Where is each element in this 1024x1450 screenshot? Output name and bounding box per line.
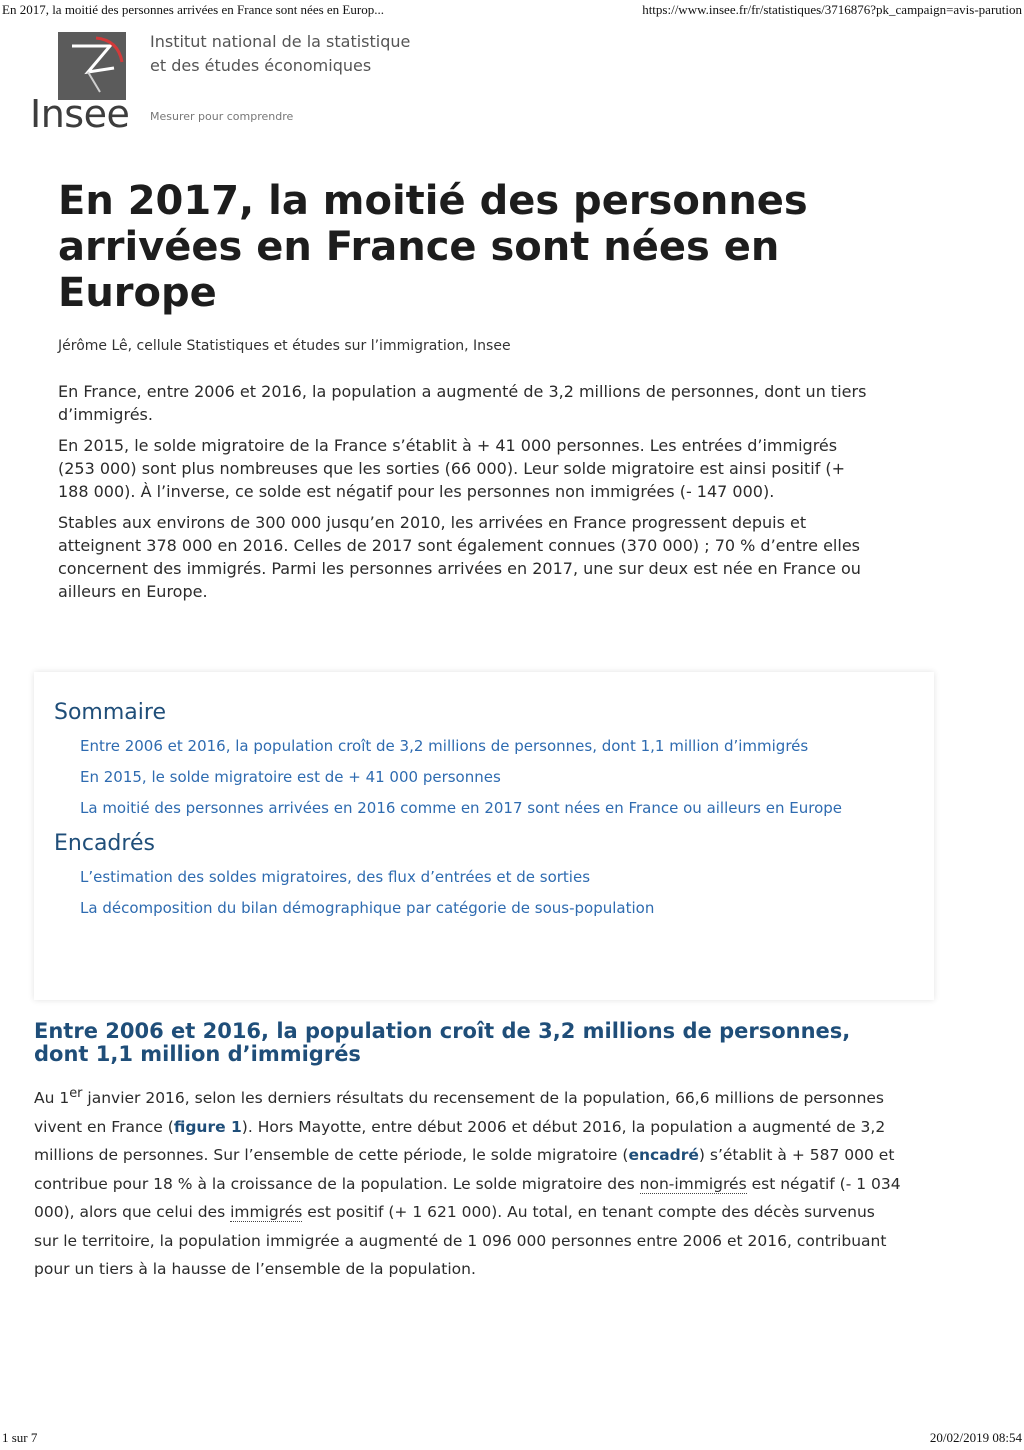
section-title: Entre 2006 et 2016, la population croît de 3,2 millions de personnes, dont 1,1 million d’immigrés [34,1019,851,1066]
summary-box [34,672,934,1000]
print-doc-title: En 2017, la moitié des personnes arrivées en France sont nées en Europ... [2,2,384,17]
insee-logo[interactable] [30,30,450,136]
text-run: janvier 2016, selon les derniers résultats du recensement de la population, 66,6 millions de personnes vivent en France ( [34,1089,885,1136]
summary-link[interactable]: La moitié des personnes arrivées en 2016 comme en 2017 sont nées en France ou ailleurs en Europe [80,799,842,817]
encadre-link[interactable]: encadré [628,1146,699,1165]
box-link[interactable]: La décomposition du bilan démographique par catégorie de sous-population [80,899,655,917]
boxes-list [80,868,914,917]
print-datetime: 20/02/2019 08:54 [929,1430,1022,1445]
superscript: er [69,1086,83,1101]
text-run: est positif (+ 1 621 000). Au total, en tenant compte des décès survenus sur le territoire, la population immigrée a augmenté de 1 096 000 personnes entre 2006 et 2016, contribuant pour un tiers à la hausse de l’ensemble de la population. [34,1203,887,1279]
institute-name [150,30,410,78]
institute-line-1: Institut national de la statistique [150,32,411,51]
intro-paragraph: En 2015, le solde migratoire de la France s’établit à + 41 000 personnes. Les entrées d’immigrés (253 000) sont plus nombreuses que les sorties (66 000). Leur solde migratoire est ainsi positif (+ 188 000). À l’inverse, ce solde est négatif pour les personnes non immigrées (- 147 000). [58,436,846,501]
text-run: Au 1 [34,1089,70,1108]
boxes-heading: Encadrés [54,831,155,856]
intro-paragraph: Stables aux environs de 300 000 jusqu’en 2010, les arrivées en France progressent depuis et atteignent 378 000 en 2016. Celles de 2017 sont également connues (370 000) ; 70 % d’entre elles concernent des immigrés. Parmi les personnes arrivées en 2017, une sur deux est née en France ou ailleurs en Europe. [58,513,861,601]
print-url[interactable]: https://www.insee.fr/fr/statistiques/3716876?pk_campaign=avis-parution [642,2,1022,17]
text-run: est négatif (- 1 034 000), alors que celui des [34,1174,901,1222]
print-footer [0,1426,1024,1450]
definition-non-immigres[interactable]: non-immigrés [639,1174,747,1193]
text-run: ) s’établit à + 587 000 et contribue pour 18 % à la croissance de la population. Le solde migratoire des [34,1146,895,1193]
summary-link[interactable]: Entre 2006 et 2016, la population croît de 3,2 millions de personnes, dont 1,1 million d’immigrés [80,737,809,755]
section-paragraph [34,1080,904,1284]
section-body [34,1080,904,1284]
text-run: ). Hors Mayotte, entre début 2006 et début 2016, la population a augmenté de 3,2 millions de personnes. Sur l’ensemble de cette période, le solde migratoire ( [34,1117,886,1165]
institute-line-2: et des études économiques [150,56,372,75]
print-header [0,0,1024,24]
page-counter: 1 sur 7 [2,1430,38,1445]
insee-wordmark: Insee [30,92,130,136]
summary-list [80,737,914,817]
definition-immigres[interactable]: immigrés [230,1203,303,1222]
intro-paragraph: En France, entre 2006 et 2016, la population a augmenté de 3,2 millions de personnes, dont un tiers d’immigrés. [58,382,867,424]
summary-heading: Sommaire [54,700,166,725]
article-title: En 2017, la moitié des personnes arrivées en France sont nées en Europe [58,178,808,316]
summary-link[interactable]: En 2015, le solde migratoire est de + 41 000 personnes [80,768,501,786]
figure-link[interactable]: figure 1 [173,1117,242,1136]
box-link[interactable]: L’estimation des soldes migratoires, des flux d’entrées et de sorties [80,868,591,886]
article-intro [58,380,868,611]
logo-tagline: Mesurer pour comprendre [150,110,294,123]
insee-logo-mark-icon [58,32,126,100]
article-author: Jérôme Lê, cellule Statistiques et études sur l’immigration, Insee [58,338,511,354]
